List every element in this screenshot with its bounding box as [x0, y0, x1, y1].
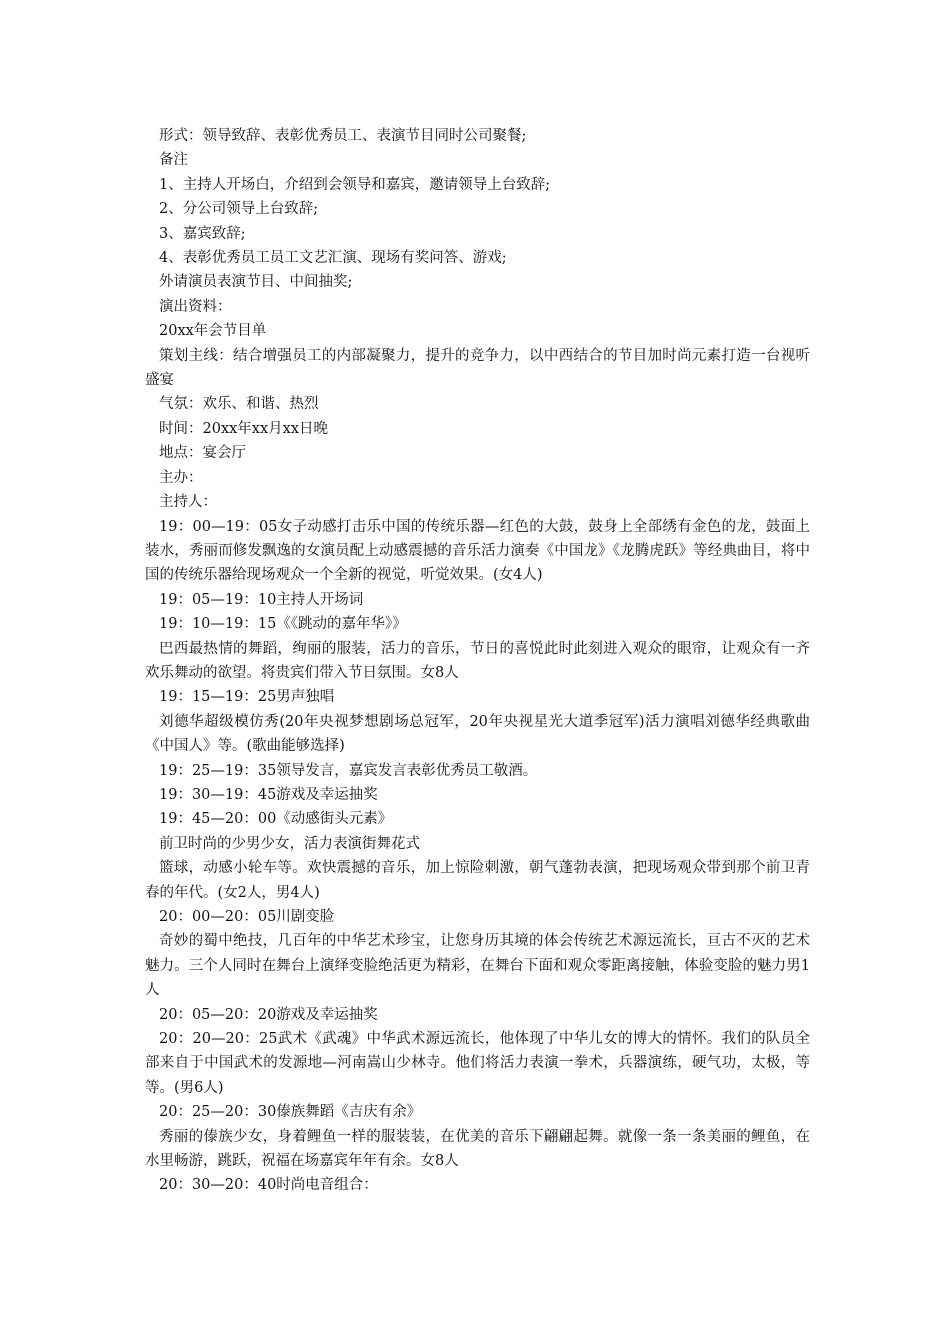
- schedule-item: 19：00—19：05女子动感打击乐中国的传统乐器—红色的大鼓，鼓身上全部绣有金色的龙，鼓面上装水，秀丽而修发飘逸的女演员配上动感震撼的音乐活力演奏《中国龙》《龙腾虎跃》等经典曲目，将中国的传统乐器给现场观众一个全新的视觉，听觉效果。(女4人): [145, 518, 810, 584]
- schedule-item: 20：30—20：40时尚电音组合：: [159, 1177, 378, 1194]
- text-paragraph: 主持人：: [159, 494, 217, 511]
- schedule-item: 19：30—19：45游戏及幸运抽奖: [159, 786, 378, 803]
- schedule-item: 20：25—20：30傣族舞蹈《吉庆有余》: [159, 1104, 422, 1121]
- schedule-item: 19：45—20：00《动感街头元素》: [159, 811, 393, 828]
- text-paragraph: 刘德华超级模仿秀(20年央视梦想剧场总冠军，20年央视星光大道季冠军)活力演唱刘德华经典歌曲《中国人》等。(歌曲能够选择): [145, 713, 810, 755]
- text-paragraph: 巴西最热情的舞蹈，绚丽的服装，活力的音乐，节日的喜悦此时此刻进入观众的眼帘，让观众有一齐欢乐舞动的欲望。将贵宾们带入节日氛围。女8人: [145, 640, 810, 681]
- schedule-item: 20：00—20：05川剧变脸: [159, 909, 335, 925]
- schedule-item: 19：15—19：25男声独唱: [159, 689, 335, 706]
- text-paragraph: 备注: [159, 152, 188, 169]
- text-paragraph: 篮球，动感小轮车等。欢快震撼的音乐，加上惊险刺激，朝气蓬勃表演，把现场观众带到那个前卫青春的年代。(女2人，男4人): [145, 860, 810, 901]
- program-title: 20xx年会节目单: [159, 323, 267, 340]
- text-paragraph: 形式：领导致辞、表彰优秀员工、表演节目同时公司聚餐;: [159, 128, 527, 144]
- schedule-item: 19：05—19：10主持人开场词: [159, 591, 364, 608]
- document-body: [145, 124, 810, 1198]
- text-paragraph: 策划主线：结合增强员工的内部凝聚力，提升的竞争力，以中西结合的节目加时尚元素打造一台视听盛宴: [145, 347, 810, 389]
- schedule-item: 19：25—19：35领导发言，嘉宾发言表彰优秀员工敬酒。: [159, 762, 538, 779]
- text-paragraph: 秀丽的傣族少女，身着鲤鱼一样的服装装，在优美的音乐下翩翩起舞。就像一条一条美丽的鲤鱼，在水里畅游，跳跃，祝福在场嘉宾年年有余。女8人: [145, 1128, 810, 1170]
- text-paragraph: 1、主持人开场白，介绍到会领导和嘉宾，邀请领导上台致辞;: [159, 176, 551, 193]
- text-paragraph: 地点：宴会厅: [159, 445, 246, 462]
- text-paragraph: 主办：: [159, 469, 203, 486]
- text-paragraph: 气氛：欢乐、和谐、热烈: [159, 396, 319, 413]
- schedule-item: 19：10—19：15《《跳动的嘉年华》》: [159, 616, 407, 633]
- text-paragraph: 外请演员表演节目、中间抽奖;: [159, 274, 353, 291]
- text-paragraph: 演出资料：: [159, 298, 232, 315]
- text-paragraph: 前卫时尚的少男少女，活力表演街舞花式: [159, 835, 420, 852]
- schedule-item: 20：05—20：20游戏及幸运抽奖: [159, 1006, 378, 1023]
- text-paragraph: 时间：20xx年xx月xx日晚: [159, 420, 329, 437]
- text-paragraph: 2、分公司领导上台致辞;: [159, 201, 319, 218]
- text-paragraph: 4、表彰优秀员工员工文艺汇演、现场有奖问答、游戏;: [159, 250, 507, 267]
- text-paragraph: 3、嘉宾致辞;: [159, 225, 246, 242]
- text-paragraph: 奇妙的蜀中绝技，几百年的中华艺术珍宝，让您身历其境的体会传统艺术源远流长，亘古不灭的艺术魅力。三个人同时在舞台上演绎变脸绝活更为精彩，在舞台下面和观众零距离接触，体验变脸的魅力男1人: [145, 933, 810, 999]
- schedule-item: 20：20—20：25武术《武魂》中华武术源远流长，他体现了中华儿女的博大的情怀。我们的队员全部来自于中国武术的发源地—河南嵩山少林寺。他们将活力表演一拳术，兵器演练，硬气功，太极，等等。(男6人): [145, 1031, 810, 1096]
